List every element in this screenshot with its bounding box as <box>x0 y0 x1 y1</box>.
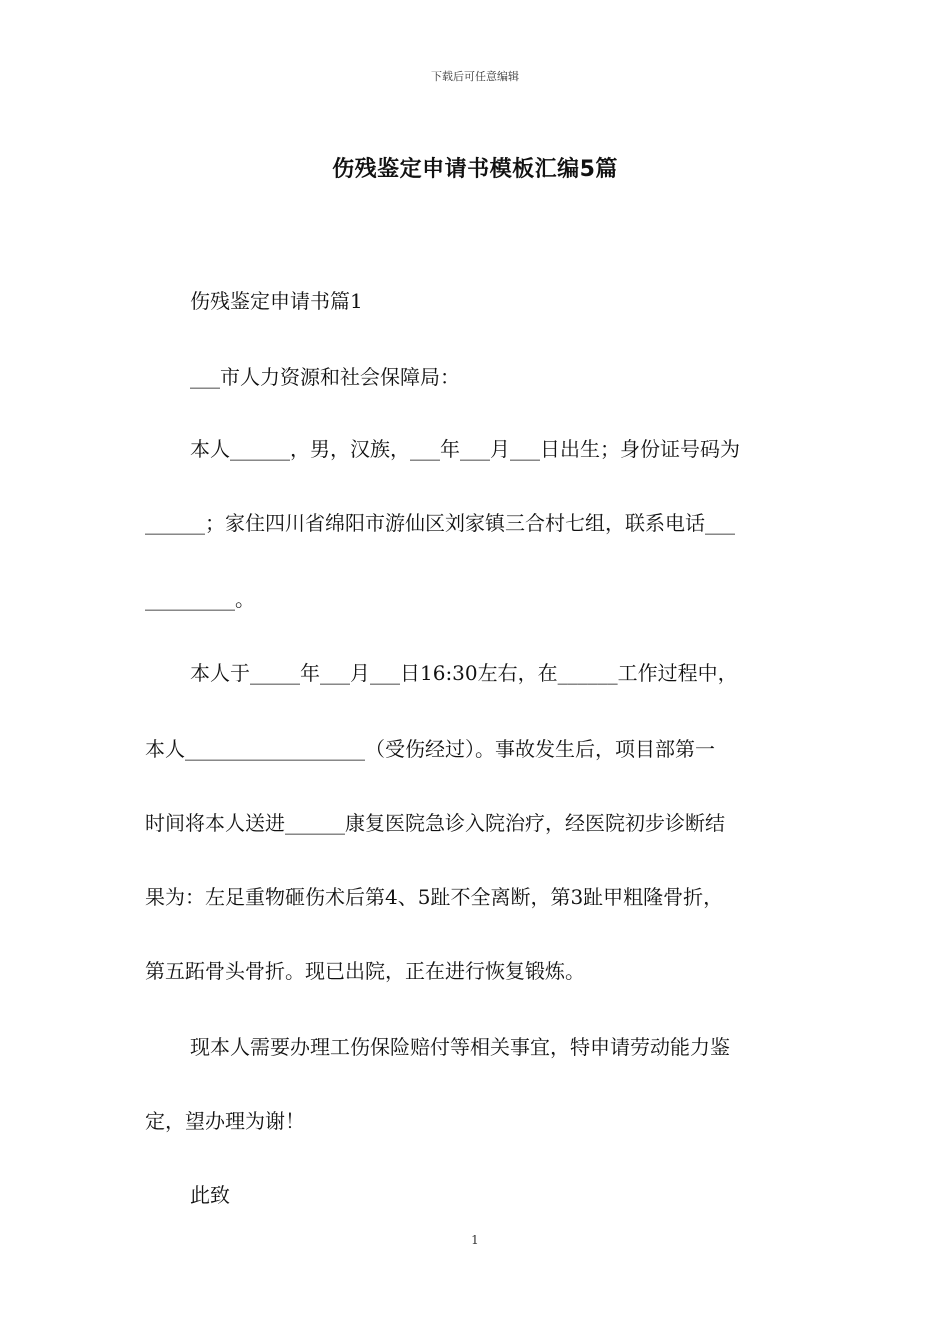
body-line: 第五跖骨头骨折。现已出院，正在进行恢复锻炼。 <box>145 959 585 983</box>
body-line: ______；家住四川省绵阳市游仙区刘家镇三合村七组，联系电话___ <box>145 511 735 535</box>
body-line: 本人______，男，汉族，___年___月___日出生；身份证号码为 <box>190 437 740 461</box>
body-line: 本人于_____年___月___日16:30左右，在______工作过程中， <box>190 661 738 685</box>
body-line: 现本人需要办理工伤保险赔付等相关事宜，特申请劳动能力鉴 <box>190 1035 730 1059</box>
body-line: _________。 <box>145 587 255 611</box>
body-line: 本人__________________（受伤经过）。事故发生后，项目部第一 <box>145 737 715 761</box>
addressee-line: ___市人力资源和社会保障局： <box>190 365 460 389</box>
body-line: 果为：左足重物砸伤术后第4、5趾不全离断，第3趾甲粗隆骨折， <box>145 885 724 909</box>
body-line: 定，望办理为谢！ <box>145 1109 305 1133</box>
closing-line: 此致 <box>190 1183 230 1207</box>
page-number: 1 <box>471 1233 479 1247</box>
section-heading: 伤残鉴定申请书篇1 <box>190 289 363 313</box>
body-line: 时间将本人送进______康复医院急诊入院治疗，经医院初步诊断结 <box>145 811 725 835</box>
document-title: 伤残鉴定申请书模板汇编5篇 <box>332 157 618 182</box>
header-note: 下载后可任意编辑 <box>431 70 519 83</box>
